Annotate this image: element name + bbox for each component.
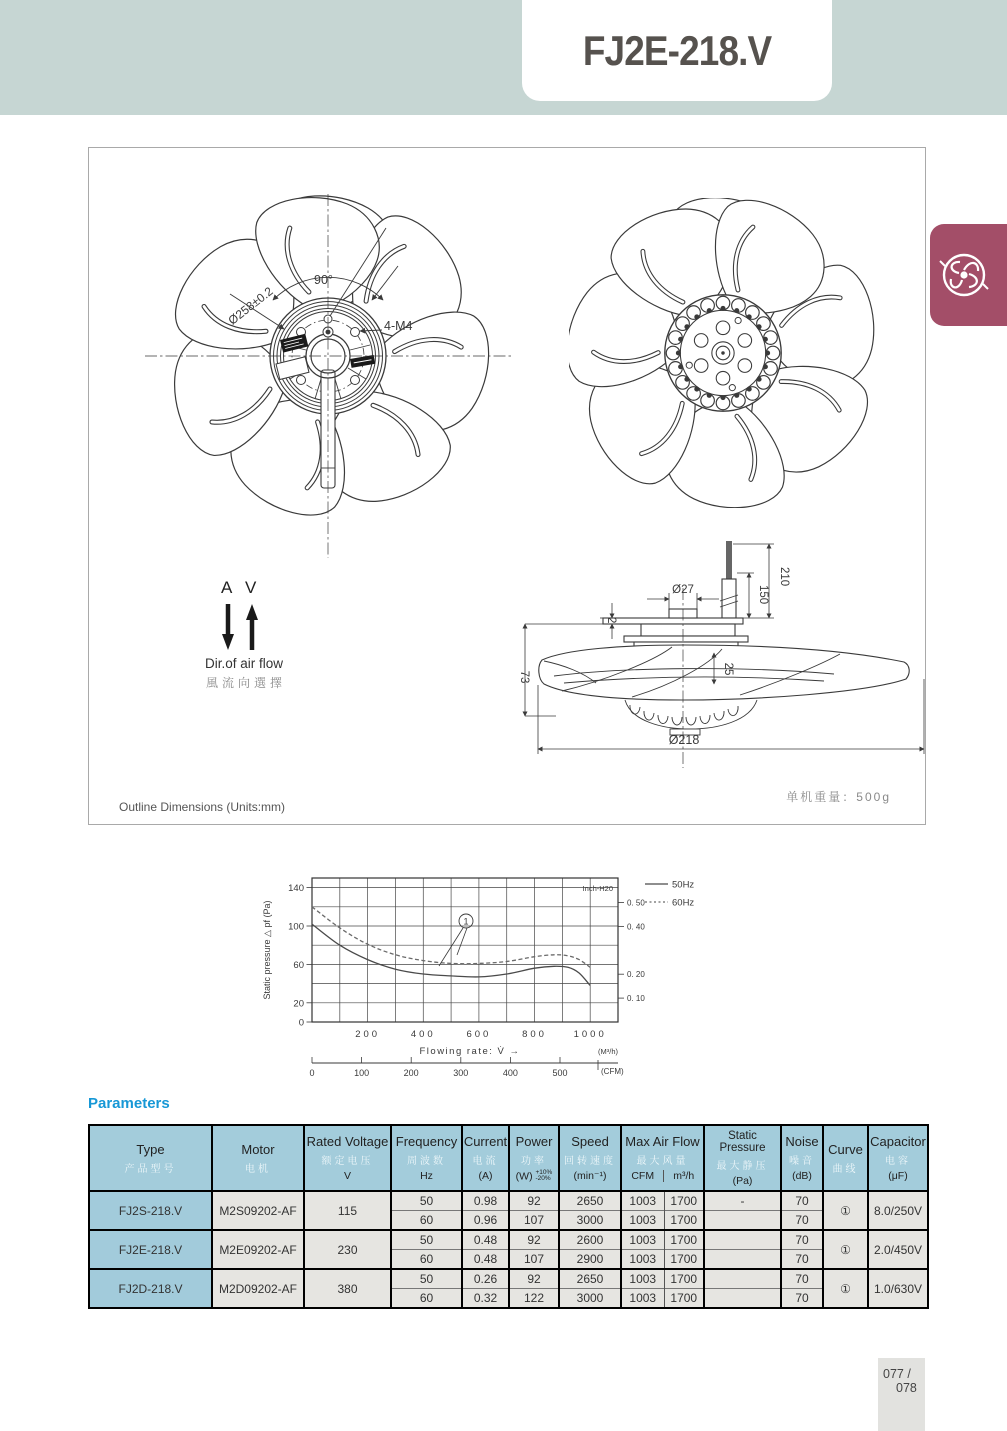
cell-current: 0.26 [462,1269,509,1289]
cell-m3h: 1700 [664,1191,704,1211]
page-number-box [878,1358,925,1431]
cell-power: 92 [509,1191,559,1211]
tick-label: 20 [293,998,304,1010]
dim-150: 150 [757,585,769,605]
cell-noise: 70 [781,1191,823,1211]
vent-grille [625,700,757,735]
col-frequency: Frequency 周波数 Hz [391,1125,462,1191]
fan-rear-view [569,198,879,508]
cell-freq: 50 [391,1269,462,1289]
tick-label: 50Hz [672,879,695,891]
cell-static-pressure [704,1230,781,1250]
table-row [89,1269,928,1289]
cell-motor: M2E09202-AF [212,1230,304,1269]
brand-badge [930,224,1007,326]
cell-m3h: 1700 [664,1289,704,1309]
outline-note: Outline Dimensions (Units:mm) [119,800,286,814]
dim-73: 73 [518,670,530,684]
fan-logo-icon [938,249,990,301]
cell-current: 0.32 [462,1289,509,1309]
tick-label: 0. 50 [627,898,645,908]
cell-capacitor: 2.0/450V [868,1230,928,1269]
angle-dim-label: 90° [314,273,333,287]
cell-m3h: 1700 [664,1269,704,1289]
cell-m3h: 1700 [664,1211,704,1231]
cell-current: 0.48 [462,1250,509,1270]
cell-freq: 60 [391,1211,462,1231]
col-type: Type 产品型号 [89,1125,212,1191]
cell-current: 0.98 [462,1191,509,1211]
curve-annotation [439,914,473,966]
cell-speed: 2900 [559,1250,621,1270]
cell-noise: 70 [781,1289,823,1309]
cell-power: 107 [509,1211,559,1231]
tick-label: 800 [522,1029,547,1040]
dim-d218: Ø218 [668,733,700,747]
conduit [722,579,736,618]
tick-label: 200 [403,1068,419,1078]
col-voltage: Rated Voltage 额定电压 V [304,1125,391,1191]
x-axis-label: Flowing rate: V̇ → [419,1046,521,1057]
table-row [89,1191,928,1211]
parameters-table [88,1124,929,1309]
cell-voltage: 380 [304,1269,391,1308]
cell-power: 92 [509,1269,559,1289]
cell-freq: 60 [391,1250,462,1270]
cell-capacitor: 1.0/630V [868,1269,928,1308]
col-power: Power 功率 (W) +10% -20% [509,1125,559,1191]
cell-speed: 3000 [559,1211,621,1231]
tick-label: 300 [453,1068,469,1078]
col-current: Current 电流 (A) [462,1125,509,1191]
tick-label: 1000 [573,1029,607,1040]
cable [726,541,732,581]
cell-speed: 2650 [559,1191,621,1211]
cell-curve: ① [823,1191,868,1230]
tick-label: 100 [288,921,304,933]
cell-cfm: 1003 [621,1269,664,1289]
svg-text:1: 1 [463,916,469,927]
tick-label: 400 [502,1068,518,1078]
cell-motor: M2S09202-AF [212,1191,304,1230]
fan-front-view [144,173,514,593]
dim-d27: Ø27 [672,584,694,596]
right-axis-unit: Inch-H20 [582,884,613,893]
header-row [89,1125,928,1191]
cell-cfm: 1003 [621,1230,664,1250]
cell-noise: 70 [781,1211,823,1231]
cell-static-pressure [704,1269,781,1289]
tick-label: 0 [309,1068,315,1078]
col-static-pressure: Static Pressure 最大静压 (Pa) [704,1125,781,1191]
cell-curve: ① [823,1269,868,1308]
col-motor: Motor 电机 [212,1125,304,1191]
page-number: 078 [896,1381,917,1395]
cell-type: FJ2D-218.V [89,1269,212,1308]
page-title: FJ2E-218.V [582,26,772,74]
cell-cfm: 1003 [621,1289,664,1309]
cell-freq: 50 [391,1230,462,1250]
tick-label: 140 [288,883,304,895]
cell-m3h: 1700 [664,1250,704,1270]
page-number: 077 / [883,1367,911,1381]
tick-label: 0. 40 [627,922,645,932]
outline-drawing-panel [88,147,926,825]
cell-current: 0.48 [462,1230,509,1250]
airflow-a-label: A [221,578,233,597]
cell-type: FJ2S-218.V [89,1191,212,1230]
dim-25: 25 [722,662,734,676]
airflow-v-label: V [245,578,257,597]
header-band [0,0,1007,115]
y-axis-label: Static pressure △ pf (Pa) [262,900,272,1000]
cell-noise: 70 [781,1230,823,1250]
cell-freq: 60 [391,1289,462,1309]
airflow-legend [201,578,351,698]
title-box [522,0,832,101]
cell-cfm: 1003 [621,1211,664,1231]
bolt-circle-dim-label: Ø258±0.2 [225,284,276,328]
cell-speed: 2600 [559,1230,621,1250]
cell-speed: 3000 [559,1289,621,1309]
cell-static-pressure: - [704,1191,781,1211]
performance-chart [258,864,718,1099]
col-speed: Speed 回转速度 (min⁻¹) [559,1125,621,1191]
tick-label: 0. 10 [627,994,645,1004]
cell-cfm: 1003 [621,1250,664,1270]
cell-power: 122 [509,1289,559,1309]
tick-label: 500 [552,1068,568,1078]
col-noise: Noise 噪音 (dB) [781,1125,823,1191]
rotor-hub [665,295,781,411]
tick-label: 0 [298,1017,304,1029]
cell-motor: M2D09202-AF [212,1269,304,1308]
cell-noise: 70 [781,1269,823,1289]
tick-label: 600 [466,1029,492,1040]
cfm-axis-unit: (CFM) [601,1067,624,1076]
fan-side-view [504,533,926,785]
cell-voltage: 115 [304,1191,391,1230]
cell-current: 0.96 [462,1211,509,1231]
airflow-caption-en: Dir.of air flow [205,656,284,671]
tick-label: 100 [354,1068,370,1078]
chart-grid [312,878,618,1022]
airflow-arrows-icon [201,578,281,654]
dim-210: 210 [778,567,790,587]
cell-static-pressure [704,1289,781,1309]
parameters-heading: Parameters [88,1095,170,1112]
table-row [89,1230,928,1250]
cell-curve: ① [823,1230,868,1269]
cell-voltage: 230 [304,1230,391,1269]
mount-holes-label: 4-M4 [384,319,413,333]
cell-static-pressure [704,1250,781,1270]
tick-label: 400 [410,1029,436,1040]
cell-power: 107 [509,1250,559,1270]
col-curve: Curve 曲线 [823,1125,868,1191]
cell-cfm: 1003 [621,1191,664,1211]
cell-speed: 2650 [559,1269,621,1289]
weight-note: 单机重量：500g [786,790,891,804]
cell-power: 92 [509,1230,559,1250]
tick-label: 60Hz [672,897,695,909]
airflow-caption-zh: 風流向選擇 [206,676,287,690]
cell-type: FJ2E-218.V [89,1230,212,1269]
tick-label: 60 [293,959,304,971]
x-axis-unit: (M³/h) [598,1047,618,1056]
chart-legend [645,880,694,909]
cell-capacitor: 8.0/250V [868,1191,928,1230]
tick-label: 200 [355,1029,381,1040]
dim-2: 2 [605,617,617,624]
plot-border [312,878,618,1022]
cell-m3h: 1700 [664,1230,704,1250]
cell-noise: 70 [781,1250,823,1270]
col-capacitor: Capacitor 电容 (μF) [868,1125,928,1191]
tick-label: 0. 20 [627,970,645,980]
cell-freq: 50 [391,1191,462,1211]
col-max-airflow: Max Air Flow 最大风量 CFM m³/h [621,1125,704,1191]
cell-static-pressure [704,1211,781,1231]
